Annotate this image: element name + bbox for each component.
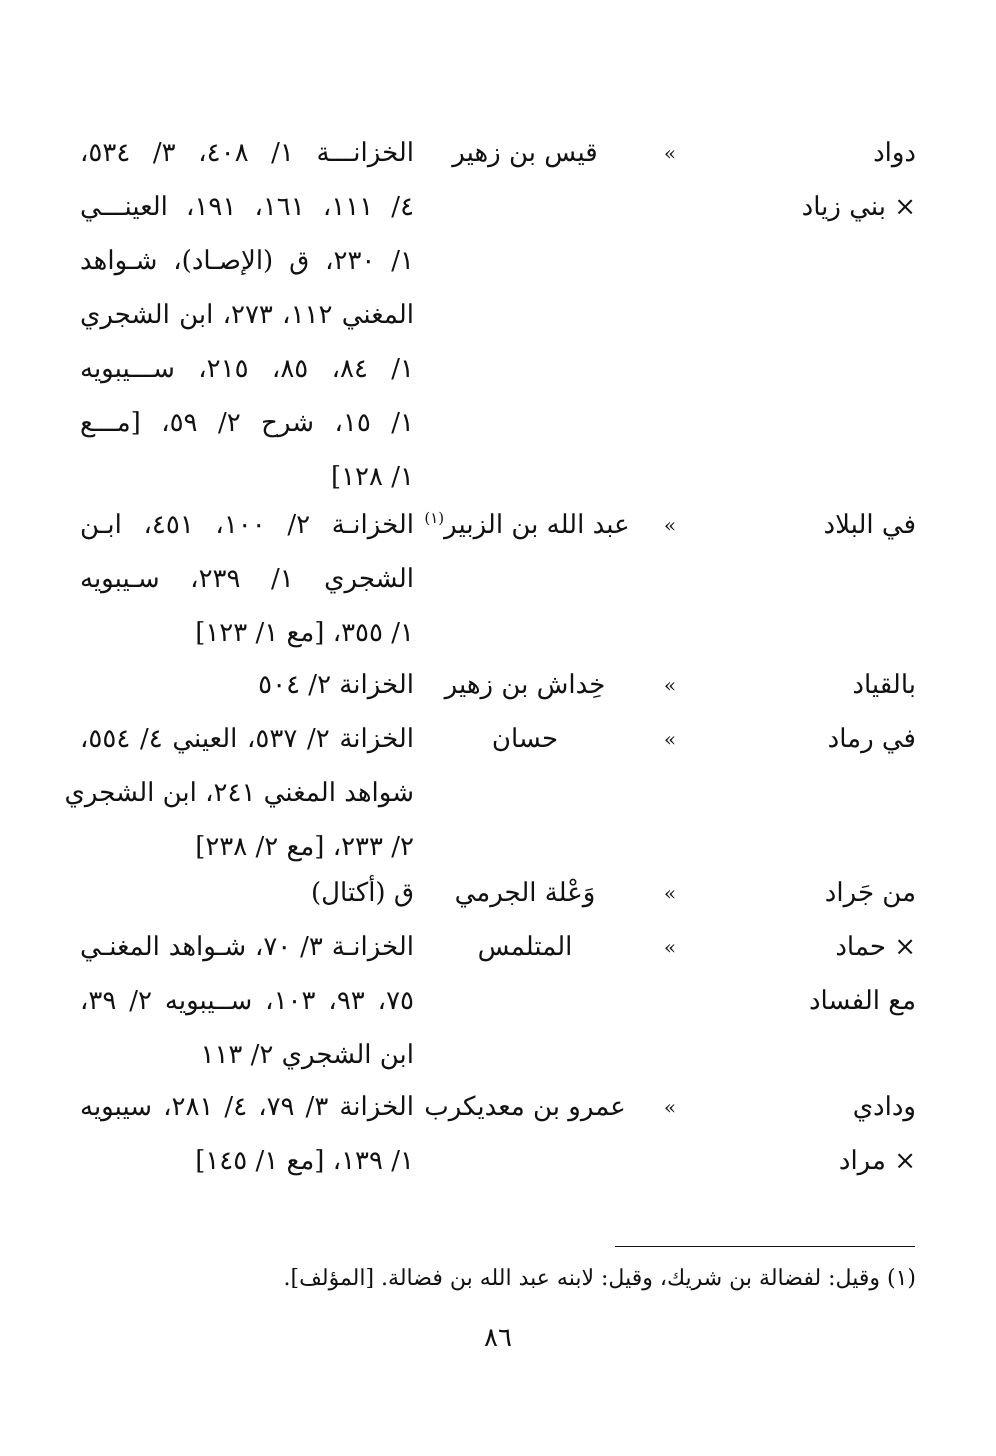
footnote: (١) وقيل: لفضالة بن شريك، وقيل: لابنه عبد الله بن فضالة. [المؤلف]. [283,1266,916,1291]
source-line: ٢/ ٢٣٣، [مع ٢/ ٢٣٨] [195,832,414,862]
rhyme-word: في البلاد [823,510,916,540]
ditto-mark: » [663,1095,677,1119]
rhyme-word: × حماد [835,932,916,962]
page-number: ٨٦ [484,1323,512,1353]
rhyme-word-variant: × بني زياد [801,192,916,222]
source-line: ١/ ٨٤، ٨٥، ٢١٥، ســـيبويه [80,354,414,384]
source-line: الخزانة ٣/ ٧٩، ٤/ ٢٨١، سيبويه [80,1092,414,1122]
poet-name: المتلمس [477,932,573,962]
rhyme-word: من جَراد [824,878,916,908]
rhyme-word: في رماد [827,724,916,754]
poet-name-text: عبد الله بن الزبير [444,510,630,540]
rhyme-word: دواد [873,138,916,168]
rhyme-word: بالقياد [852,670,916,700]
ditto-mark: » [663,513,677,537]
rhyme-word-variant: مع الفساد [808,986,916,1016]
ditto-mark: » [663,727,677,751]
poet-name [420,498,630,552]
poet-name: عمرو بن معديكرب [424,1092,626,1122]
source-line: ١/ ١٢٨] [330,462,414,492]
source-line: شواهد المغني ٢٤١، ابن الشجري [64,778,414,808]
source-line: ابن الشجري ٢/ ١١٣ [200,1040,414,1070]
footnote-divider [615,1246,915,1247]
source-line: ٤/ ١١١، ١٦١، ١٩١، العينـــي [80,192,415,222]
poet-name: قيس بن زهير [452,138,598,168]
source-line: ١/ ١٥، شرح ٢/ ٥٩، [مـــع [80,408,414,438]
source-line: ٧٥، ٩٣، ١٠٣، ســيبويه ٢/ ٣٩، [80,986,415,1016]
source-line: ١/ ٢٣٠، ق (الإصـاد)، شـواهد [80,246,414,276]
rhyme-word-variant: × مراد [838,1146,916,1176]
source-line: الخزانـة ٣/ ٧٠، شـواهد المغنـي [80,932,414,962]
source-line: الخزانة ٢/ ٥٣٧، العيني ٤/ ٥٥٤، [80,724,414,754]
poet-name: خِداش بن زهير [444,670,606,700]
source-line: ١/ ١٣٩، [مع ١/ ١٤٥] [195,1146,414,1176]
source-line: ق (أكتال) [311,878,414,908]
source-line: المغني ١١٢، ٢٧٣، ابن الشجري [80,300,414,330]
source-line: ١/ ٣٥٥، [مع ١/ ١٢٣] [195,618,414,648]
ditto-mark: » [663,673,677,697]
ditto-mark: » [663,881,677,905]
source-line: الخزانة ٢/ ٥٠٤ [258,670,414,700]
ditto-mark: » [663,141,677,165]
source-line: الشجري ١/ ٢٣٩، سـيبويه [80,564,415,594]
ditto-mark: » [663,935,677,959]
poet-name: وَعْلة الجرمي [454,878,596,908]
rhyme-word: ودادي [852,1092,916,1122]
footnote-marker: (١) [424,509,445,528]
poet-name: حسان [491,724,559,754]
source-line: الخزانـــة ١/ ٤٠٨، ٣/ ٥٣٤، [80,138,414,168]
source-line: الخزانـة ٢/ ١٠٠، ٤٥١، ابـن [80,510,414,540]
